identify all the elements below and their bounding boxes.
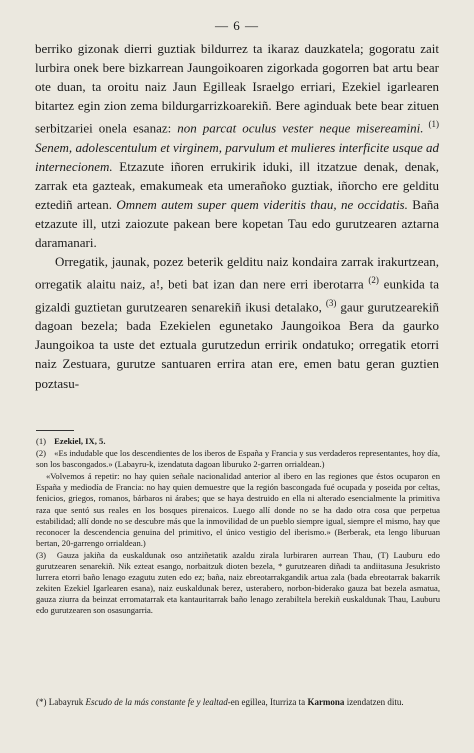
footnote-ref-2: (2) <box>368 275 379 286</box>
text-run: gaur gurutzearekiñ dagoan bezela; bada Ezekielen egunetako Jaungoikoa Bera da gaurko Jaungoikoa ta uste det eztuala gurutzedun erririk ondatuko; orregatik etorri naiz Zestuara, gurutze santuaren errira atan ere, emen batu geran guztien poztasu- <box>35 299 439 391</box>
text-run: Labayruk <box>46 697 86 707</box>
book-title: Escudo de la más constante fe y lealtad <box>85 697 228 707</box>
footnote-number: (3) <box>36 549 47 560</box>
footnote-text: Gauza jakiña da euskaldunak oso antziñetatik azaldu zirala lurbiraren aurrean Thau, (T) Lauburu edo gurutzearen senarekiñ. Nik ezteat esango, norbaitzuk dioten bezela, * gurutzearen diñadi ta andiitasuna Jesukristo lurrera etorri baño lenago ezagutu zuten edo ez; baña, naiz ebreotarrakgandik artua zala (bada ebreotarrak bakarrik zekiten Ezekiel Igarlearen esana), naiz euskaldunak berez, usterabero, norbon-biderako gauza bat bezela asmatua, gauza ziurra da beinzat erromatarrak eta kantauritarrak baño lenago zerabiltela berekiñ euskaldunak Thau, Lauburu edo gurutzearen son osasungarria. <box>36 549 440 616</box>
footnote-number: (1) <box>36 436 47 446</box>
page-number: — 6 — <box>215 18 259 33</box>
latin-quote: non parcat oculus vester neque misereamini. <box>177 120 424 136</box>
paragraph-2 <box>35 252 439 392</box>
footnote-2 <box>36 448 440 470</box>
footnote-3 <box>36 550 440 617</box>
footnote-number: (2) <box>36 448 47 459</box>
footnote-text: Ezekiel, IX, 5. <box>54 436 106 446</box>
text-run: berriko gizonak dierri guztiak bildurrez ta ikaraz dauzkatela; gogoratu zait lurbira onek bere bizkarrean Jaungoikoaren zigorkada gogorren bat artu bear ote duan, ta oroitu naiz Jaun Egilleak Israelgo erriari, Ezekiel igarlearen bitartez egin zion zema bildurgarrizkoarekiñ. Bere aginduak bete bear zituen serbitzariei onela esanaz: <box>35 41 439 136</box>
footnote-2-continued: «Volvemos á repetir: no hay quien señale nacionalidad anterior al ibero en las regiones que éstos ocuparon en España y mediodía de Francia: no hay quien demuestre que la región bascongada fué ocupada y poseida por celtas, fenicios, griegos, romanos, bárbaros ni árabes; que se haya destruido en ella ni alterado esencialmente la primitiva raza que sentó sus reales en los bosques pirenaicos. Luego allí donde no se ha dado otra cosa que perpetua estabilidad; allí donde no se descubre más que la inmovilidad de un pueblo siempre igual, siempre el mismo, hay que reconocer la descendencia genuina del primitivo, el único vestigio del iberismo.» (Berberak, eta lengo liburuan bertan, 20-garrengo orrialdean.) <box>36 471 440 548</box>
text-run: izendatzen ditu. <box>344 697 404 707</box>
footnotes <box>36 436 440 618</box>
text-run: Orregatik, jaunak, pozez beterik gelditu naiz kondaira zarrak irakurtzean, orregatik alaitu naiz, a!, beti bat izan dan nere erri iberotarra <box>35 254 439 292</box>
text-run: eunkida ta gizaldi guztietan gurutzearen senarekiñ ikusi detalako, <box>35 276 439 315</box>
asterisk-mark: (*) <box>36 697 47 707</box>
main-text <box>35 39 439 393</box>
paragraph-1 <box>35 39 439 252</box>
asterisk-note <box>36 697 440 709</box>
footnote-ref-3: (3) <box>325 297 337 308</box>
author-name: Karmona <box>307 697 345 707</box>
latin-quote: Senem, adolescentulum et virginem, parvulum et mulieres interficite usque ad internecionem. <box>35 139 439 174</box>
footnote-ref-1: (1) <box>423 119 439 130</box>
latin-quote: Omnem autem super quem videritis thau, ne occidatis. <box>116 197 408 213</box>
text-run: Etzazute iñoren errukirik iduki, ill itzatzue denak, denak, zarrak eta gazteak, emakumeak eta umerañoko guztiak, iñorcho ere gelditu eztediñ artean. <box>35 158 439 213</box>
footnote-text: «Es indudable que los descendientes de los iberos de España y Francia y sus verdaderos representantes, hoy día, son los bascongados.» (Labayru-k, izendatuta dagoan liburuko 2-garren orrialdean.) <box>36 448 440 470</box>
text-run: -en egillea, Iturriza ta <box>227 697 308 707</box>
footnote-1 <box>36 436 440 447</box>
footnote-divider <box>36 430 74 431</box>
text-run: Baña etzazute ill, utzi zaiozute pakean bere kopetan Tau edo gurutzearen aztarna daramanari. <box>35 197 439 251</box>
